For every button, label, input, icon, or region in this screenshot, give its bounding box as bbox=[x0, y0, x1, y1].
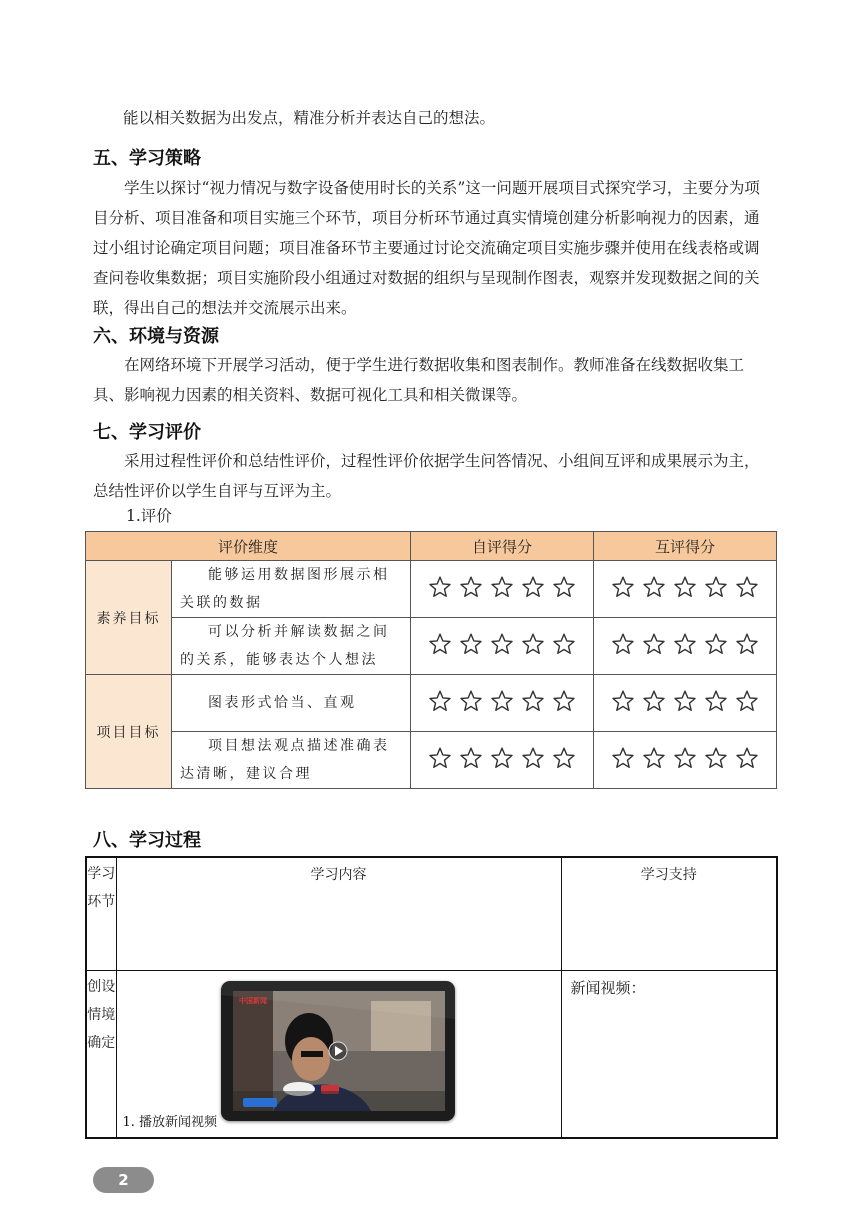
star-icon[interactable] bbox=[611, 575, 635, 603]
criterion-desc: 图表形式恰当、直观 bbox=[172, 675, 411, 732]
star-icon[interactable] bbox=[611, 632, 635, 660]
star-icon[interactable] bbox=[552, 746, 576, 774]
criterion-desc: 能够运用数据图形展示相关联的数据 bbox=[172, 561, 411, 618]
star-icon[interactable] bbox=[490, 746, 514, 774]
header-support: 学习支持 bbox=[561, 857, 777, 970]
header-self-score: 自评得分 bbox=[411, 532, 594, 561]
criterion-desc: 可以分析并解读数据之间的关系，能够表达个人想法 bbox=[172, 618, 411, 675]
star-icon[interactable] bbox=[704, 689, 728, 717]
video-thumbnail[interactable] bbox=[221, 981, 455, 1121]
star-icon[interactable] bbox=[735, 632, 759, 660]
content-cell bbox=[116, 970, 561, 1138]
star-icon[interactable] bbox=[490, 689, 514, 717]
star-icon[interactable] bbox=[428, 575, 452, 603]
star-icon[interactable] bbox=[490, 575, 514, 603]
header-dimension: 评价维度 bbox=[86, 532, 411, 561]
evaluation-table bbox=[85, 531, 777, 789]
support-text: 新闻视频： bbox=[570, 978, 646, 997]
section-7-paragraph: 采用过程性评价和总结性评价，过程性评价依据学生问答情况、小组间互评和成果展示为主，总结性评价以学生自评与互评为主。 bbox=[93, 452, 760, 500]
star-icon[interactable] bbox=[521, 689, 545, 717]
section-5-title: 五、学习策略 bbox=[93, 148, 201, 169]
peer-score-stars[interactable] bbox=[594, 675, 777, 732]
dimension-project: 项目目标 bbox=[86, 675, 172, 789]
star-icon[interactable] bbox=[642, 575, 666, 603]
star-icon[interactable] bbox=[611, 746, 635, 774]
header-peer-score: 互评得分 bbox=[594, 532, 777, 561]
peer-score-stars[interactable] bbox=[594, 618, 777, 675]
peer-score-stars[interactable] bbox=[594, 732, 777, 789]
star-icon[interactable] bbox=[428, 689, 452, 717]
star-icon[interactable] bbox=[611, 689, 635, 717]
stage-cell: 创设情境确定 bbox=[86, 970, 116, 1138]
dimension-literacy: 素养目标 bbox=[86, 561, 172, 675]
evaluation-sub-label: 1.评价 bbox=[126, 507, 172, 525]
header-content: 学习内容 bbox=[116, 857, 561, 970]
star-icon[interactable] bbox=[428, 632, 452, 660]
star-icon[interactable] bbox=[673, 689, 697, 717]
self-score-stars[interactable] bbox=[411, 675, 594, 732]
star-icon[interactable] bbox=[642, 689, 666, 717]
star-icon[interactable] bbox=[521, 632, 545, 660]
star-icon[interactable] bbox=[552, 632, 576, 660]
star-icon[interactable] bbox=[521, 575, 545, 603]
star-icon[interactable] bbox=[735, 575, 759, 603]
star-icon[interactable] bbox=[735, 746, 759, 774]
intro-line: 能以相关数据为出发点，精准分析并表达自己的想法。 bbox=[123, 109, 496, 127]
criterion-desc: 项目想法观点描述准确表达清晰，建议合理 bbox=[172, 732, 411, 789]
self-score-stars[interactable] bbox=[411, 732, 594, 789]
page-number-badge: 2 bbox=[93, 1167, 154, 1193]
star-icon[interactable] bbox=[704, 632, 728, 660]
star-icon[interactable] bbox=[673, 632, 697, 660]
star-icon[interactable] bbox=[704, 746, 728, 774]
star-icon[interactable] bbox=[428, 746, 452, 774]
star-icon[interactable] bbox=[459, 575, 483, 603]
star-icon[interactable] bbox=[459, 632, 483, 660]
star-icon[interactable] bbox=[552, 689, 576, 717]
star-icon[interactable] bbox=[673, 746, 697, 774]
section-7-title: 七、学习评价 bbox=[93, 422, 201, 443]
star-icon[interactable] bbox=[490, 632, 514, 660]
star-icon[interactable] bbox=[459, 746, 483, 774]
section-5-paragraph: 学生以探讨“视力情况与数字设备使用时长的关系”这一问题开展项目式探究学习，主要分为项目分析、项目准备和项目实施三个环节，项目分析环节通过真实情境创建分析影响视力的因素，通过小组讨论确定项目问题；项目准备环节主要通过讨论交流确定项目实施步骤并使用在线表格或调查问卷收集数据；项目实施阶段小组通过对数据的组织与呈现制作图表，观察并发现数据之间的关联，得出自己的想法并交流展示出来。 bbox=[93, 179, 760, 317]
star-icon[interactable] bbox=[642, 632, 666, 660]
star-icon[interactable] bbox=[673, 575, 697, 603]
header-stage: 学习环节 bbox=[86, 857, 116, 970]
section-8-title: 八、学习过程 bbox=[93, 830, 201, 851]
self-score-stars[interactable] bbox=[411, 618, 594, 675]
star-icon[interactable] bbox=[459, 689, 483, 717]
star-icon[interactable] bbox=[735, 689, 759, 717]
section-6-title: 六、环境与资源 bbox=[93, 326, 219, 347]
content-label: 1. 播放新闻视频 bbox=[123, 1111, 218, 1130]
peer-score-stars[interactable] bbox=[594, 561, 777, 618]
self-score-stars[interactable] bbox=[411, 561, 594, 618]
svg-text:中国新闻: 中国新闻 bbox=[238, 996, 267, 1005]
star-icon[interactable] bbox=[521, 746, 545, 774]
section-6-paragraph: 在网络环境下开展学习活动，便于学生进行数据收集和图表制作。教师准备在线数据收集工具、影响视力因素的相关资料、数据可视化工具和相关微课等。 bbox=[93, 356, 745, 404]
star-icon[interactable] bbox=[704, 575, 728, 603]
star-icon[interactable] bbox=[552, 575, 576, 603]
process-table bbox=[85, 856, 778, 1139]
support-cell bbox=[561, 970, 777, 1138]
star-icon[interactable] bbox=[642, 746, 666, 774]
